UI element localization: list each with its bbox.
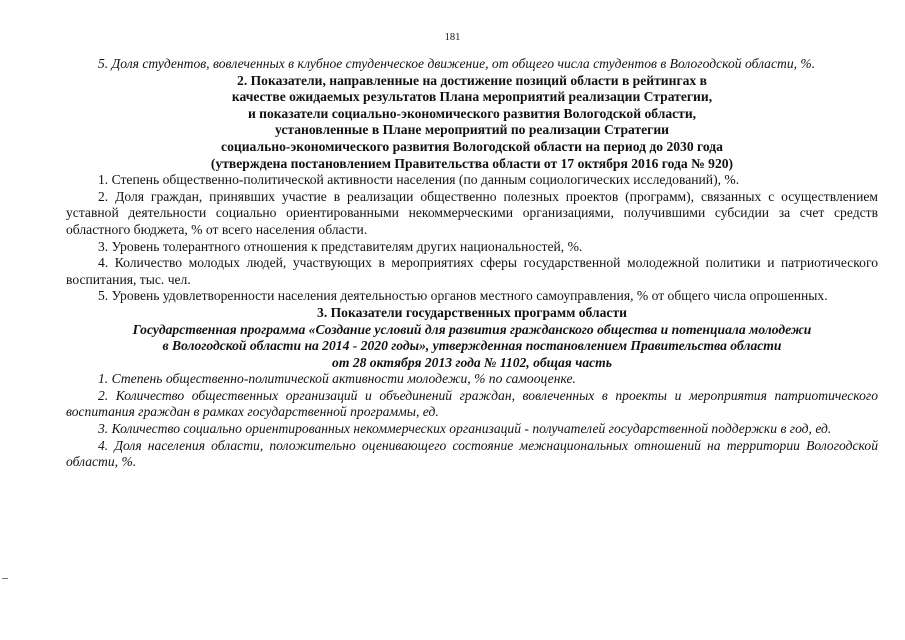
section-2-heading-line: 2. Показатели, направленные на достижение позиций области в рейтингах в — [237, 72, 707, 88]
section-2-item: 3. Уровень толерантного отношения к представителям других национальностей, %. — [98, 238, 583, 254]
document-body — [66, 56, 878, 471]
section-2-item: 5. Уровень удовлетворенности населения деятельностью органов местного самоуправления, % от общего числа опрошенных. — [98, 288, 828, 304]
page-number: 181 — [444, 32, 461, 43]
section-2-heading-line: качестве ожидаемых результатов Плана мероприятий реализации Стратегии, — [231, 89, 713, 105]
section-3-item: 1. Степень общественно-политической активности молодежи, % по самооценке. — [98, 371, 576, 387]
program-title-line: Государственная программа «Создание условий для развития гражданского общества и потенциала молодежи — [132, 321, 812, 337]
section-2-heading-line: установленные в Плане мероприятий по реализации Стратегии — [274, 122, 670, 138]
program-title-line: от 28 октября 2013 года № 1102, общая часть — [332, 354, 612, 370]
section-2-item: 4. Количество молодых людей, участвующих в мероприятиях сферы государственной молодежной политики и патриотического воспитания, тыс. чел. — [66, 255, 878, 287]
section-3-item: 2. Количество общественных организаций и объединений граждан, вовлеченных в проекты и мероприятия патриотического воспитания граждан в рамках государственной программы, ед. — [66, 387, 878, 420]
section-2-heading-line: и показатели социально-экономического развития Вологодской области, — [247, 105, 697, 121]
intro-item: 5. Доля студентов, вовлеченных в клубное студенческое движение, от общего числа студентов в Вологодской области, %. — [98, 56, 816, 71]
section-3-item: 3. Количество социально ориентированных некоммерческих организаций - получателей государственной поддержки в год, ед. — [98, 421, 832, 437]
section-3-heading: 3. Показатели государственных программ области — [317, 304, 627, 320]
section-2-item: 1. Степень общественно-политической активности населения (по данным социологических исследований), %. — [98, 172, 740, 188]
section-2-item: 2. Доля граждан, принявших участие в реализации общественно полезных проектов (программ), связанных с осуществлением уставной деятельности социально ориентированными некоммерческими организациями, получившими субсидии за счет средств областного бюджета, % от всего населения области. — [66, 188, 878, 237]
section-3-item: 4. Доля населения области, положительно оценивающего состояние межнациональных отношений на территории Вологодской области, %. — [66, 437, 878, 470]
program-title — [66, 322, 878, 372]
section-2-heading-line: (утверждена постановлением Правительства области от 17 октября 2016 года № 920) — [210, 155, 734, 171]
section-2-heading — [66, 73, 878, 173]
scan-mark — [2, 578, 8, 579]
program-title-line: в Вологодской области на 2014 - 2020 годы», утвержденная постановлением Правительства области — [162, 338, 782, 354]
section-2-heading-line: социально-экономического развития Вологодской области на период до 2030 года — [221, 138, 723, 154]
